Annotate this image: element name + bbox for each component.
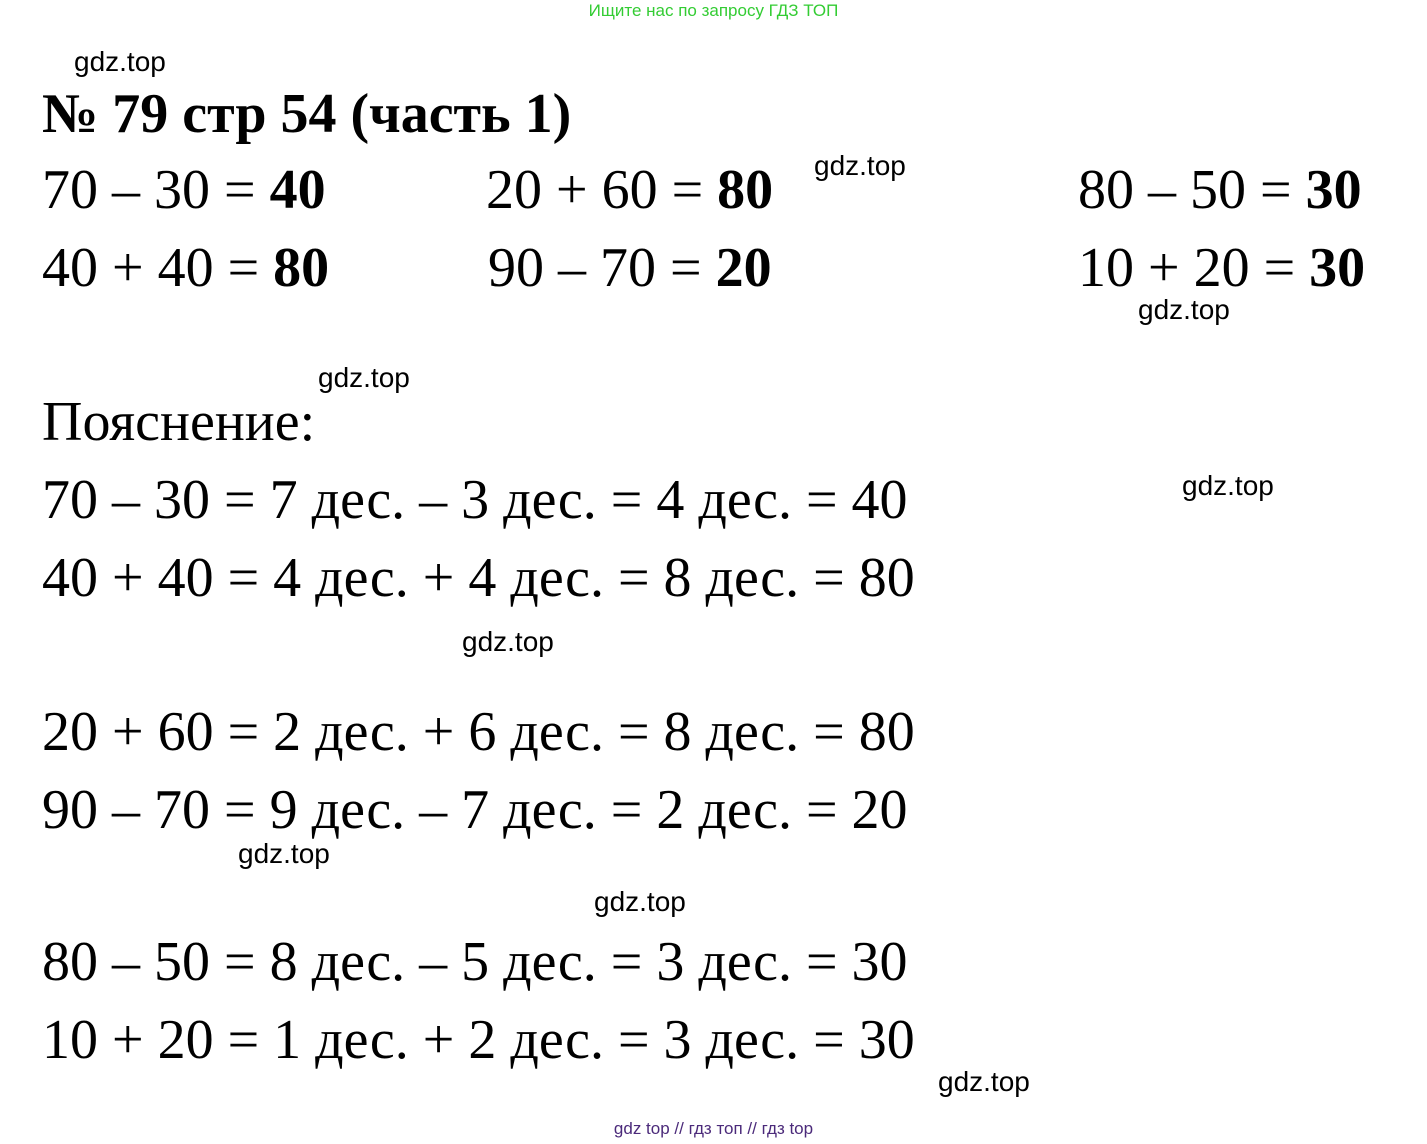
- footer-links: gdz top // гдз топ // гдз top: [613, 1119, 814, 1138]
- equation-1: [42, 158, 326, 222]
- watermark: gdz.top: [594, 886, 686, 917]
- explanation-heading: Пояснение:: [42, 391, 316, 453]
- watermark: gdz.top: [238, 838, 330, 869]
- explanation-line-1: 70 – 30 = 7 дес. – 3 дес. = 4 дес. = 40: [42, 469, 908, 531]
- equation-expression: 80 – 50 =: [1078, 159, 1306, 221]
- equation-answer: 40: [269, 159, 326, 221]
- watermark: gdz.top: [814, 150, 906, 181]
- equation-expression: 90 – 70 =: [488, 237, 716, 299]
- equation-expression: 70 – 30 =: [42, 159, 270, 221]
- explanation-line-5: 80 – 50 = 8 дес. – 5 дес. = 3 дес. = 30: [42, 931, 908, 993]
- equation-6: [1078, 236, 1365, 300]
- watermark: gdz.top: [318, 362, 410, 393]
- equation-expression: 10 + 20 =: [1078, 237, 1310, 299]
- watermark: gdz.top: [1182, 470, 1274, 501]
- equation-4: [42, 236, 329, 300]
- equation-answer: 80: [273, 237, 330, 299]
- watermark: gdz.top: [74, 46, 166, 77]
- top-banner: Ищите нас по запросу ГДЗ ТОП: [588, 1, 839, 20]
- equation-5: [488, 236, 772, 300]
- watermark: gdz.top: [938, 1066, 1030, 1097]
- explanation-line-6: 10 + 20 = 1 дес. + 2 дес. = 3 дес. = 30: [42, 1009, 915, 1071]
- explanation-line-3: 20 + 60 = 2 дес. + 6 дес. = 8 дес. = 80: [42, 701, 915, 763]
- equation-answer: 30: [1309, 237, 1366, 299]
- explanation-line-4: 90 – 70 = 9 дес. – 7 дес. = 2 дес. = 20: [42, 779, 908, 841]
- equation-expression: 40 + 40 =: [42, 237, 274, 299]
- watermark: gdz.top: [1138, 294, 1230, 325]
- explanation-line-2: 40 + 40 = 4 дес. + 4 дес. = 8 дес. = 80: [42, 547, 915, 609]
- equation-answer: 20: [715, 237, 772, 299]
- page-title: № 79 стр 54 (часть 1): [42, 83, 572, 145]
- watermark: gdz.top: [462, 626, 554, 657]
- equation-answer: 80: [717, 159, 774, 221]
- equation-3: [1078, 158, 1362, 222]
- equation-2: [486, 158, 773, 222]
- equation-answer: 30: [1305, 159, 1362, 221]
- equation-expression: 20 + 60 =: [486, 159, 718, 221]
